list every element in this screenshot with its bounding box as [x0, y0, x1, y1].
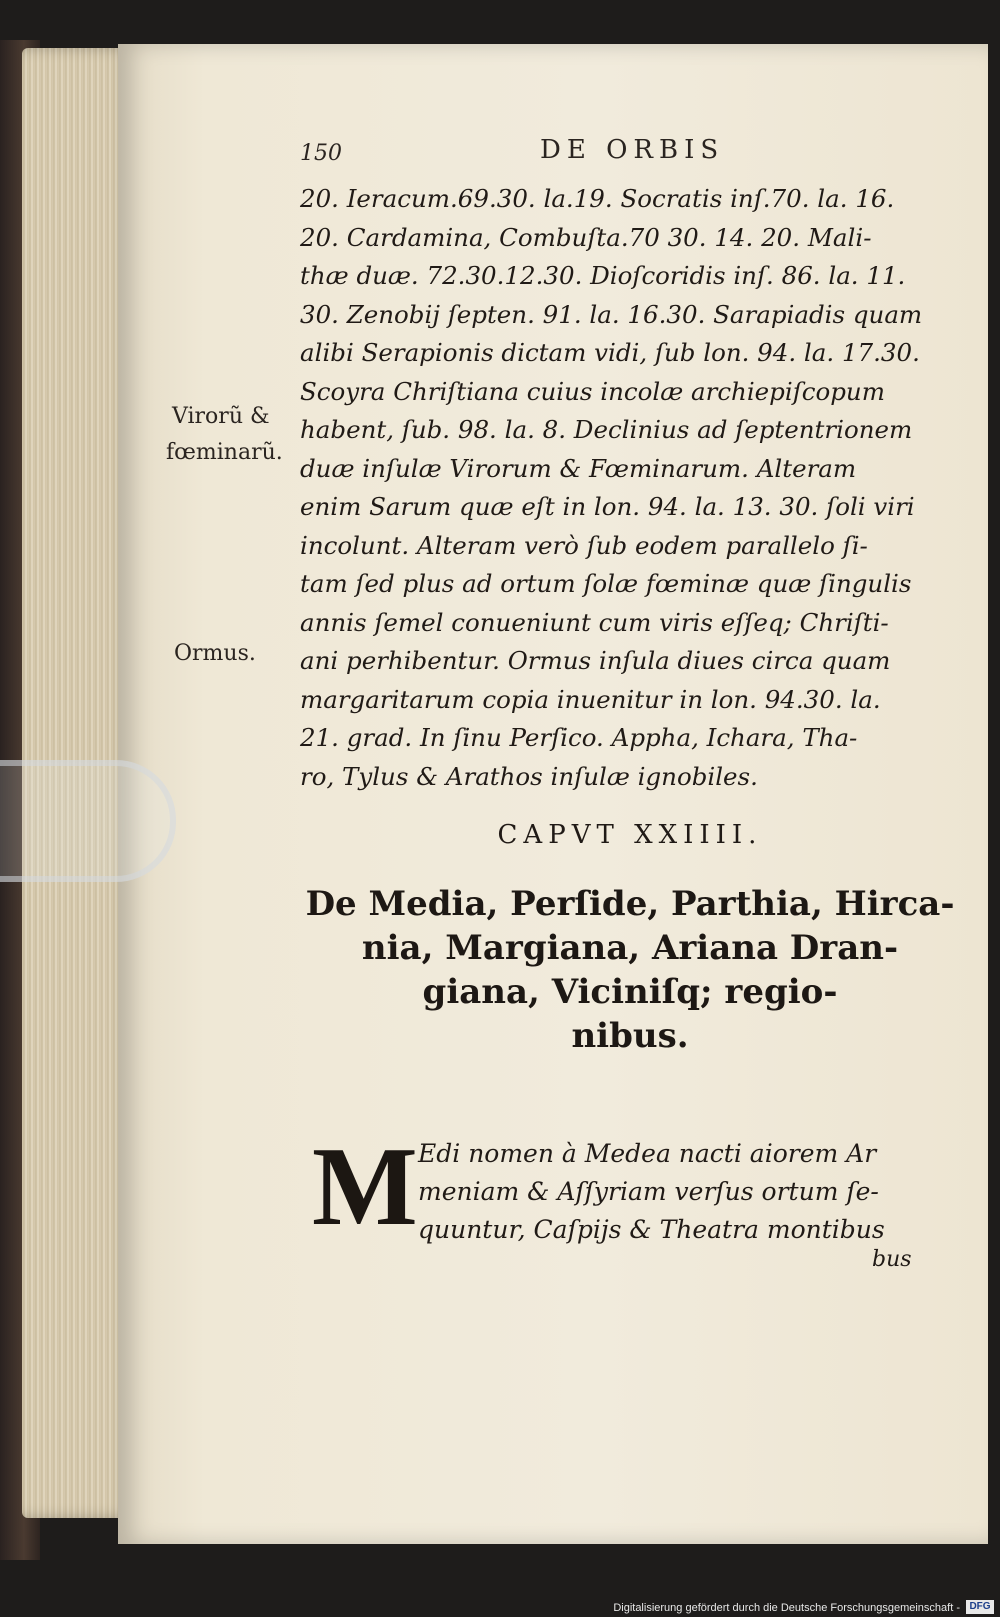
margin-note-ormus: Ormus. — [174, 641, 256, 666]
chapter-title-line: nia, Margiana, Ariana Dran- — [361, 928, 899, 968]
dfg-logo: DFG — [966, 1600, 994, 1614]
text-line: duæ inſulæ Virorum & Fœminarum. Alteram — [300, 453, 857, 483]
text-line: 30. Zenobij ſepten. 91. la. 16.30. Sarapiadis quam — [300, 299, 923, 329]
chapter-title-line: giana, Viciniſq; regio- — [422, 972, 838, 1012]
running-head — [300, 135, 940, 175]
running-title: DE ORBIS — [540, 135, 725, 165]
text-line: tam ſed plus ad ortum ſolæ fœminæ quæ ſingulis — [300, 569, 912, 598]
bookmark-clip — [0, 760, 176, 882]
text-line: Scoyra Chriſtiana cuius incolæ archiepiſcopum — [300, 376, 885, 406]
text-line: 21. grad. In ſinu Perſico. Appha, Ichara, Tha- — [300, 723, 858, 752]
drop-cap: M — [312, 1125, 418, 1249]
page-number: 150 — [300, 141, 342, 166]
text-line: incolunt. Alteram verò ſub eodem parallelo ſi- — [300, 530, 868, 560]
text-line: meniam & Aſſyriam verſus ortum ſe- — [418, 1177, 879, 1206]
digitization-credit: Digitalisierung gefördert durch die Deutsche Forschungsgemeinschaft - — [613, 1602, 960, 1614]
text-line: habent, ſub. 98. la. 8. Declinius ad ſeptentrionem — [300, 415, 913, 444]
footer-bar — [0, 1595, 1000, 1617]
text-line: ro, Tylus & Arathos inſulæ ignobiles. — [300, 761, 758, 791]
margin-note-virorum: Virorũ & — [172, 404, 270, 429]
text-line: margaritarum copia inuenitur in lon. 94.30. la. — [300, 684, 881, 714]
chapter-number: CAPVT XXIIII. — [497, 820, 763, 850]
text-line: ani perhibentur. Ormus inſula diues circa quam — [300, 646, 891, 675]
catchword: bus — [872, 1247, 912, 1272]
text-line: alibi Serapionis dictam vidi, ſub lon. 94. la. 17.30. — [300, 338, 920, 367]
chapter-paragraph — [418, 1135, 938, 1249]
body-text — [300, 180, 950, 796]
text-line: 20. Cardamina, Combuſta.70 30. 14. 20. Mali- — [300, 222, 872, 252]
text-line: 20. Ieracum.69.30. la.19. Socratis inſ.70. la. 16. — [300, 184, 895, 213]
chapter-title-line: De Media, Perſide, Parthia, Hirca- — [305, 884, 955, 924]
chapter-title-line: nibus. — [571, 1016, 689, 1056]
text-line: enim Sarum quæ eſt in lon. 94. la. 13. 30. ſoli viri — [300, 492, 915, 521]
text-line: Edi nomen à Medea nacti aiorem Ar — [418, 1139, 877, 1168]
chapter-title — [300, 882, 960, 1058]
margin-note-foeminarum: fœminarũ. — [166, 440, 283, 465]
text-line: annis ſemel conueniunt cum viris eſſeq; Chriſti- — [300, 607, 889, 637]
text-line: thæ duæ. 72.30.12.30. Dioſcoridis inſ. 86. la. 11. — [300, 261, 906, 290]
text-line: quuntur, Caſpijs & Theatra montibus — [418, 1215, 885, 1244]
